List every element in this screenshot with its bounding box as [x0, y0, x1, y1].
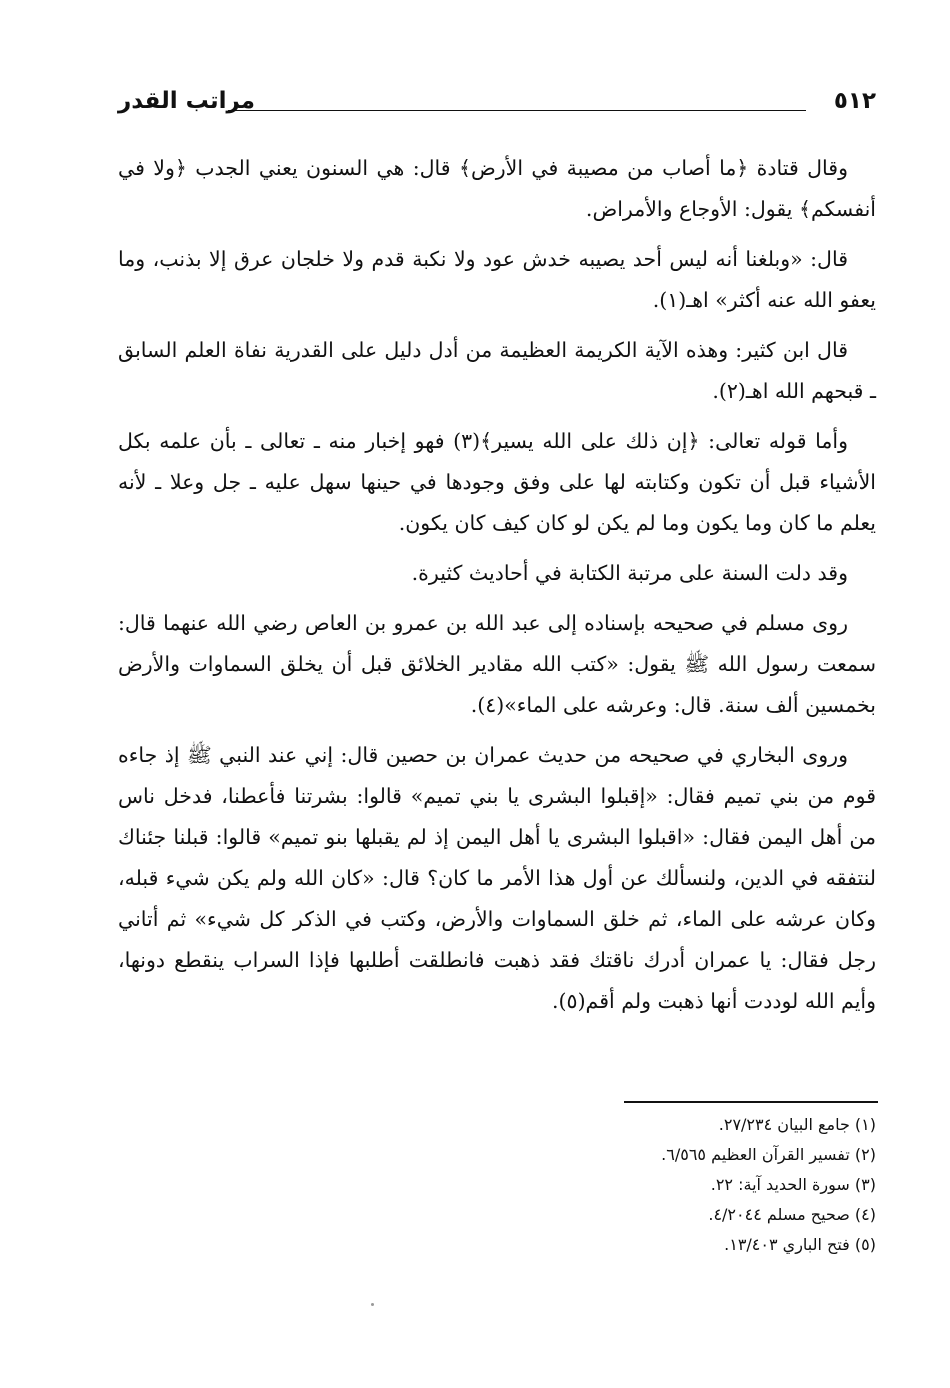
paragraph-3: قال ابن كثير: وهذه الآية الكريمة العظيمة من أدل دليل على القدرية نفاة العلم السابق ـ قبحهم الله اهـ(٢).: [118, 338, 876, 403]
footnote-1: (١) جامع البيان ٢٧/٢٣٤.: [718, 1115, 876, 1134]
header-rule: [228, 110, 806, 111]
footnote-separator: [624, 1101, 878, 1103]
paragraph-2: قال: «وبلغنا أنه ليس أحد يصيبه خدش عود ولا نكبة قدم ولا خلجان عرق إلا بذنب، وما يعفو الله عنه أكثر» اهـ(١).: [118, 247, 876, 312]
main-text: [118, 148, 876, 1031]
footnote-5: (٥) فتح الباري ١٣/٤٠٣.: [724, 1235, 876, 1254]
page-header: [118, 84, 876, 124]
running-title: مراتب القدر: [118, 88, 256, 114]
page-number: ٥١٢: [833, 88, 876, 114]
paragraph-4: وأما قوله تعالى: ﴿إن ذلك على الله يسير﴾(٣) فهو إخبار منه ـ تعالى ـ بأن علمه بكل الأشياء قبل أن تكون وكتابته لها على وفق وجودها في حينها سهل عليه ـ جل وعلا ـ لأنه يعلم ما كان وما يكون وما لم يكن لو كان كيف كان يكون.: [118, 429, 876, 535]
paragraph-7: وروى البخاري في صحيحه من حديث عمران بن حصين قال: إني عند النبي ﷺ إذ جاءه قوم من بني تميم فقال: «إقبلوا البشرى يا بني تميم» قالوا: بشرتنا فأعطنا، فدخل ناس من أهل اليمن فقال: «اقبلوا البشرى يا أهل اليمن إذ لم يقبلها بنو تميم» قالوا: قبلنا جئناك لنتفقه في الدين، ولنسألك عن أول هذا الأمر ما كان؟ قال: «كان الله ولم يكن شيء قبله، وكان عرشه على الماء، ثم خلق السماوات والأرض، وكتب في الذكر كل شيء» ثم أتاني رجل فقال: يا عمران أدرك ناقتك فقد ذهبت فانطلقت أطلبها فإذا السراب ينقطع دونها، وأيم الله لوددت أنها ذهبت ولم أقم(٥).: [118, 743, 876, 1013]
scan-speck: [371, 1303, 374, 1306]
paragraph-6: روى مسلم في صحيحه بإسناده إلى عبد الله بن عمرو بن العاص رضي الله عنهما قال: سمعت رسول الله ﷺ يقول: «كتب الله مقادير الخلائق قبل أن يخلق السماوات والأرض بخمسين ألف سنة. قال: وعرشه على الماء»(٤).: [118, 611, 876, 717]
paragraph-1: وقال قتادة ﴿ما أصاب من مصيبة في الأرض﴾ قال: هي السنون يعني الجدب ﴿ولا في أنفسكم﴾ يقول: الأوجاع والأمراض.: [118, 156, 876, 221]
footnote-2: (٢) تفسير القرآن العظيم ٦/٥٦٥.: [661, 1145, 876, 1164]
paragraph-5: وقد دلت السنة على مرتبة الكتابة في أحاديث كثيرة.: [411, 561, 848, 585]
footnotes: [450, 1110, 876, 1260]
footnote-4: (٤) صحيح مسلم ٤/٢٠٤٤.: [708, 1205, 876, 1224]
footnote-3: (٣) سورة الحديد آية: ٢٢.: [710, 1175, 876, 1194]
